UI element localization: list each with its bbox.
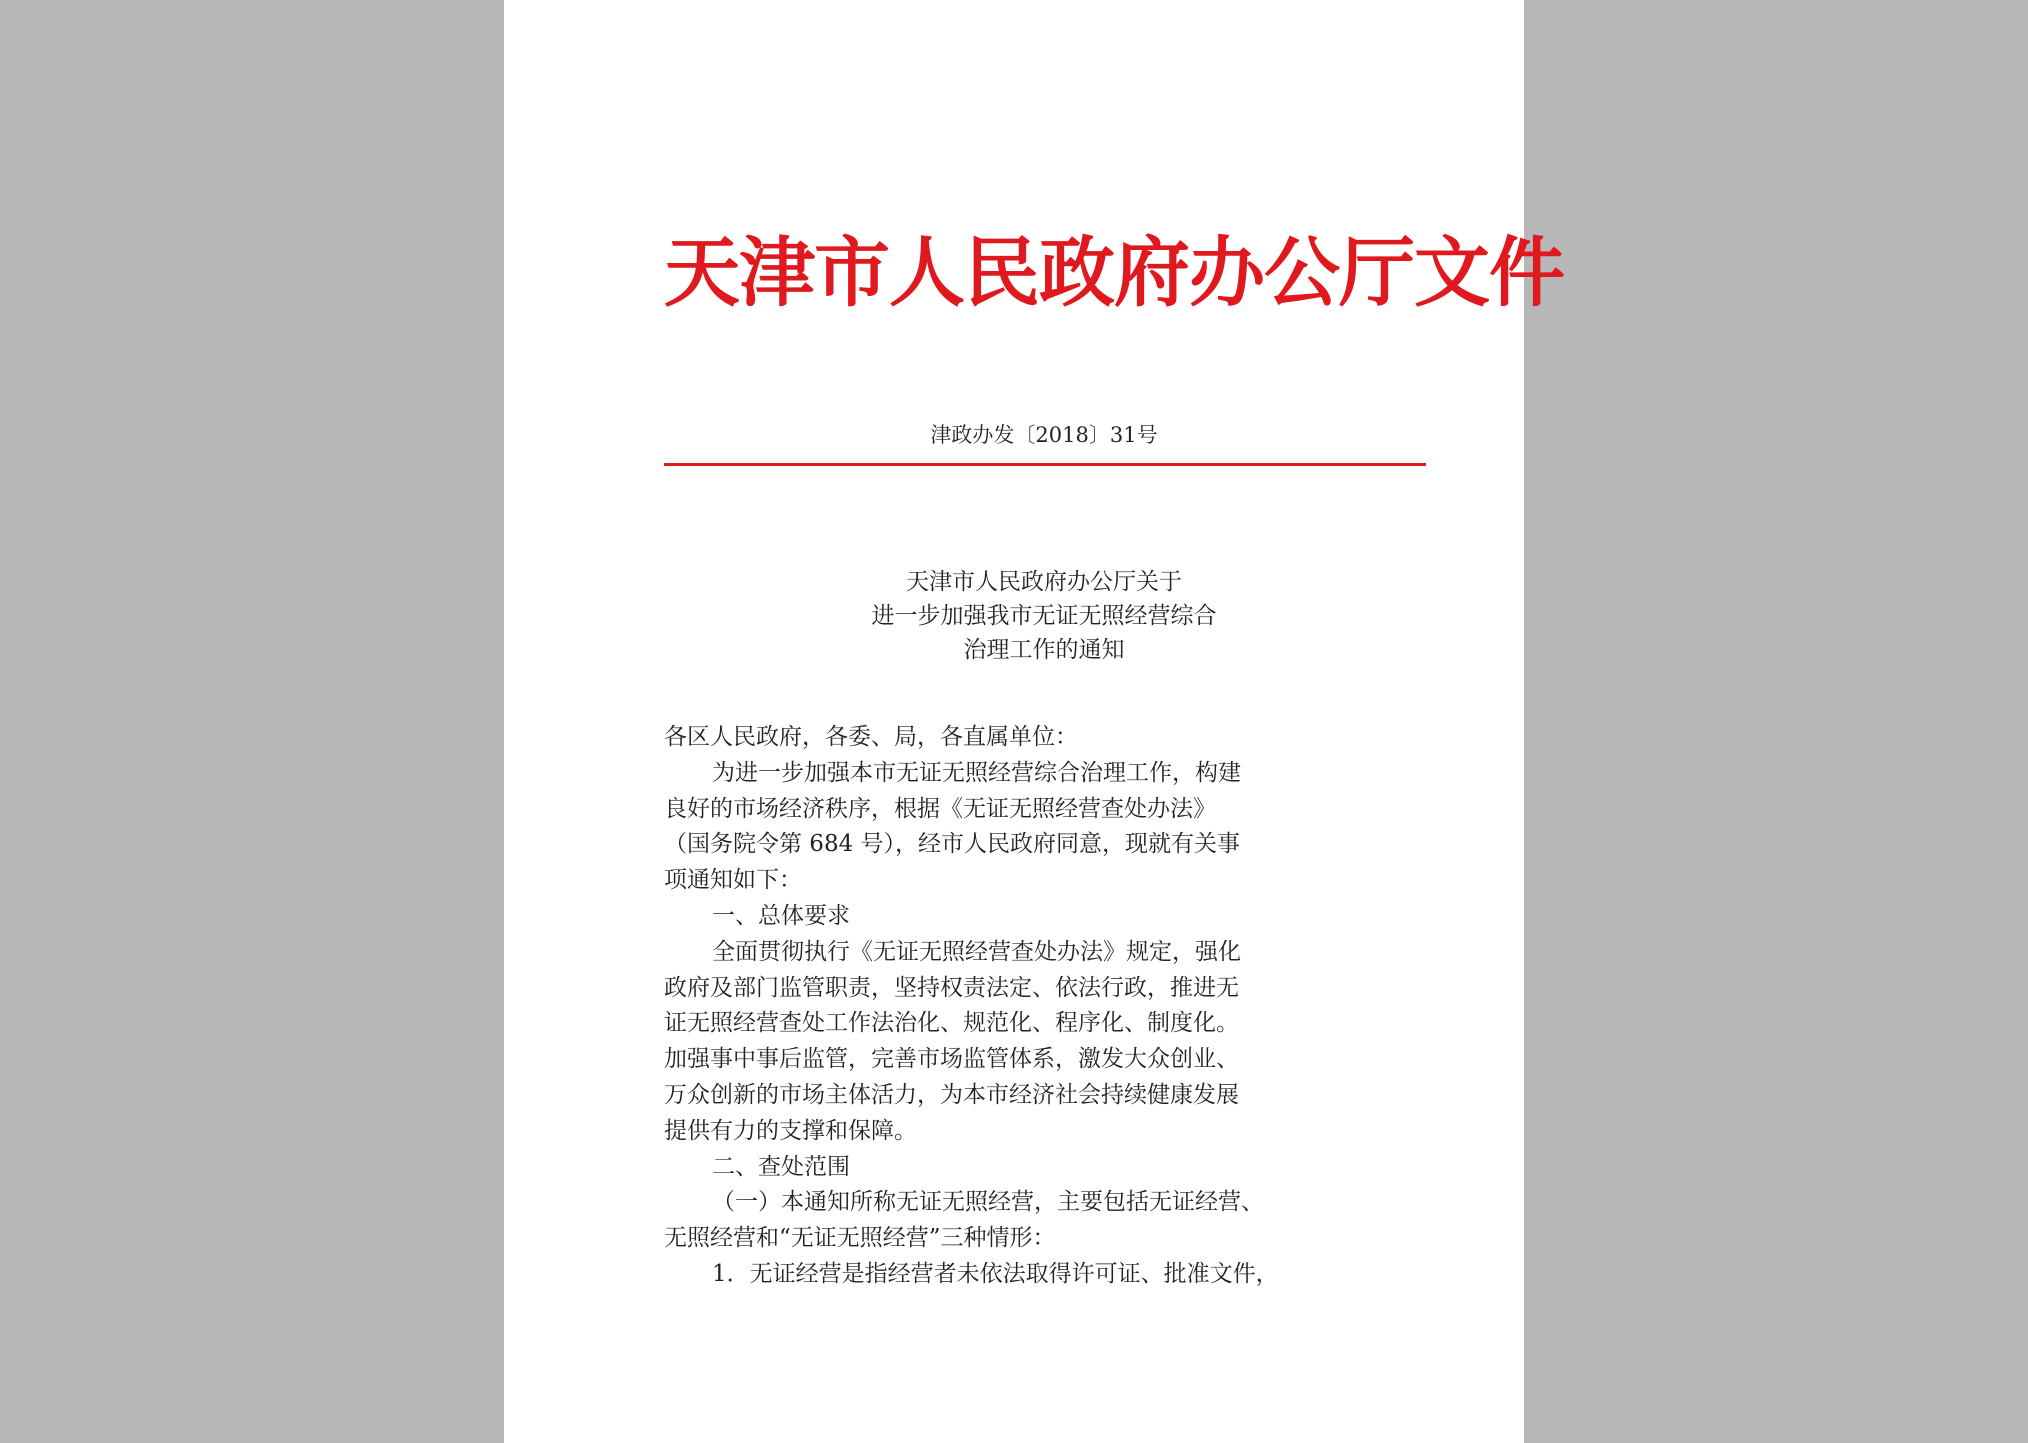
document-page bbox=[504, 0, 1564, 1443]
section-heading: 一、总体要求 bbox=[712, 902, 850, 929]
document-number: 津政办发〔2018〕31号 bbox=[930, 423, 1158, 447]
body-line: 加强事中事后监管，完善市场监管体系，激发大众创业、 bbox=[664, 1046, 1239, 1073]
subject-line: 天津市人民政府办公厅关于 bbox=[906, 569, 1182, 595]
body-line: 提供有力的支撑和保障。 bbox=[664, 1117, 917, 1144]
body-line: 无照经营和“无证无照经营”三种情形： bbox=[664, 1225, 1056, 1252]
section-heading: 二、查处范围 bbox=[712, 1153, 850, 1180]
body-line: 政府及部门监管职责，坚持权责法定、依法行政，推进无 bbox=[664, 974, 1239, 1001]
subject-line: 治理工作的通知 bbox=[963, 637, 1125, 663]
body-line: （国务院令第 684 号），经市人民政府同意，现就有关事 bbox=[664, 831, 1241, 858]
body-line: 全面贯彻执行《无证无照经营查处办法》规定，强化 bbox=[712, 938, 1241, 965]
body-line: （一）本通知所称无证无照经营，主要包括无证经营、 bbox=[712, 1189, 1264, 1216]
document-body bbox=[664, 720, 1384, 1293]
body-line: 项通知如下： bbox=[664, 867, 802, 894]
red-divider-line bbox=[664, 463, 1426, 466]
body-line: 为进一步加强本市无证无照经营综合治理工作，构建 bbox=[712, 759, 1241, 786]
body-line: 良好的市场经济秩序，根据《无证无照经营查处办法》 bbox=[664, 795, 1216, 822]
addressee-line: 各区人民政府，各委、局，各直属单位： bbox=[664, 724, 1078, 750]
body-line: 1．无证经营是指经营者未依法取得许可证、批准文件， bbox=[712, 1260, 1279, 1287]
issuing-authority-title: 天津市人民政府办公厅文件 bbox=[664, 228, 1564, 317]
subject-line: 进一步加强我市无证无照经营综合 bbox=[871, 603, 1217, 629]
document-subject bbox=[664, 565, 1424, 667]
body-line: 万众创新的市场主体活力，为本市经济社会持续健康发展 bbox=[664, 1081, 1239, 1108]
body-line: 证无照经营查处工作法治化、规范化、程序化、制度化。 bbox=[664, 1010, 1239, 1037]
